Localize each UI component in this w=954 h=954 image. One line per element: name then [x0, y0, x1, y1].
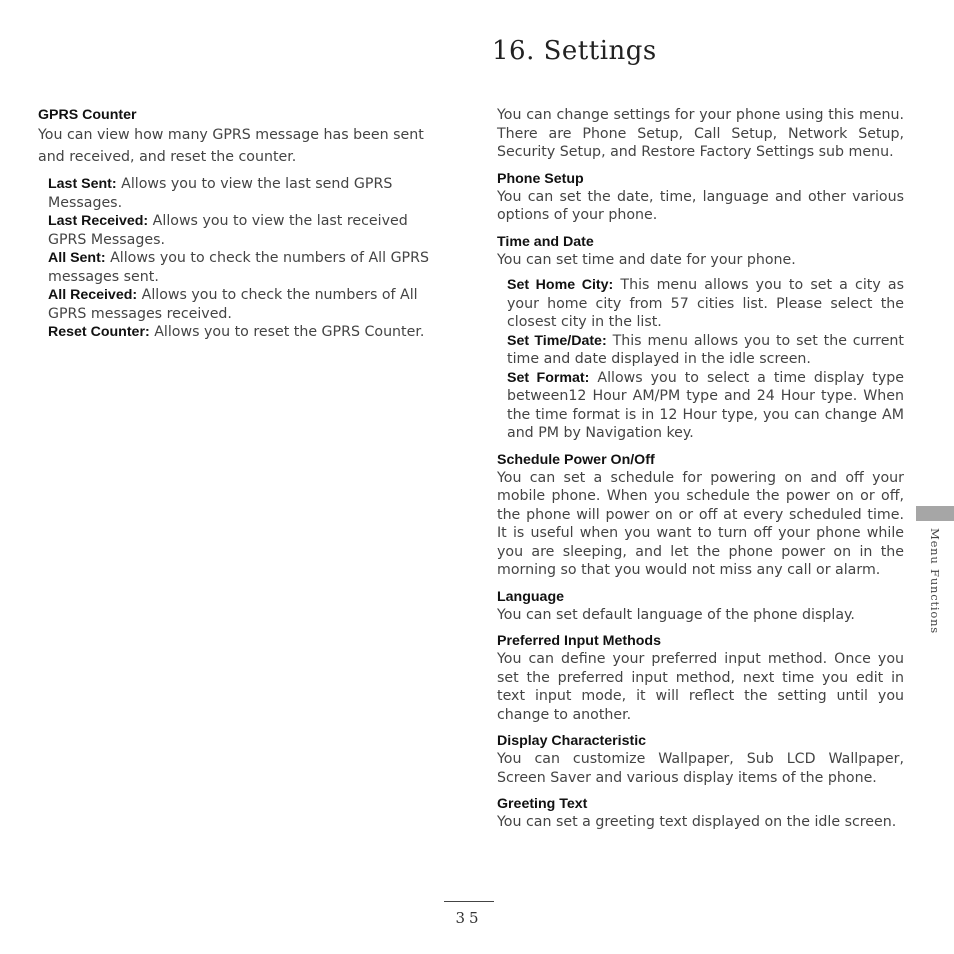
item-term: Set Time/Date: [507, 332, 607, 349]
section-heading: Greeting Text [497, 796, 588, 812]
item-text: Allows you to check the numbers of All GPRS messages received. [48, 287, 418, 322]
item-term: Set Format: [507, 369, 590, 386]
section-text: You can set default language of the phone display. [497, 606, 855, 623]
gprs-item-all-sent [48, 249, 450, 286]
chapter-side-label: Menu Functions [928, 528, 942, 635]
section-phone-setup [497, 170, 904, 225]
gprs-item-reset-counter [48, 323, 450, 342]
item-set-home-city [507, 276, 904, 332]
item-text: Allows you to select a time display type between12 Hour AM/PM type and 24 Hour type. When the time format is in 12 Hour type, you can change AM and PM by Navigation key. [507, 369, 904, 441]
section-display-characteristic [497, 732, 904, 787]
section-text: You can set the date, time, language and other various options of your phone. [497, 188, 904, 223]
section-preferred-input [497, 632, 904, 724]
gprs-item-last-received [48, 212, 450, 249]
item-text: This menu allows you to set the current time and date displayed in the idle screen. [507, 332, 904, 367]
item-text: This menu allows you to set a city as your home city from 57 cities list. Please select the closest city in the list. [507, 277, 904, 330]
section-heading: Language [497, 588, 565, 605]
section-heading: Preferred Input Methods [497, 633, 661, 649]
section-text: You can set time and date for your phone. [497, 251, 796, 268]
time-date-items [497, 276, 904, 443]
section-text: You can define your preferred input method. Once you set the preferred input method, next time you edit in text input mode, it will reflect the setting until you change to another. [497, 651, 904, 723]
gprs-item-last-sent [48, 175, 450, 212]
section-heading: Schedule Power On/Off [497, 451, 655, 468]
item-set-time-date [507, 332, 904, 369]
section-time-and-date [497, 233, 904, 443]
footer-rule [444, 901, 494, 902]
section-heading: Phone Setup [497, 170, 584, 187]
left-column [38, 106, 450, 342]
section-text: You can set a schedule for powering on and off your mobile phone. When you schedule the power on or off, the phone will power on or off at every scheduled time. It is useful when you want to turn off your phone while you are sleeping, and let the phone power on in the morning so that you would not miss any call or alarm. [497, 469, 904, 578]
item-term: Last Sent: [48, 176, 117, 192]
section-heading: Time and Date [497, 233, 594, 250]
section-language [497, 588, 904, 625]
item-term: All Sent: [48, 250, 106, 266]
item-term: All Received: [48, 287, 138, 303]
item-text: Allows you to reset the GPRS Counter. [154, 324, 425, 340]
section-text: You can customize Wallpaper, Sub LCD Wallpaper, Screen Saver and various display items of the phone. [497, 751, 904, 786]
section-text: You can set a greeting text displayed on the idle screen. [497, 814, 897, 830]
item-text: Allows you to view the last send GPRS Messages. [48, 176, 393, 211]
settings-intro: You can change settings for your phone using this menu. There are Phone Setup, Call Setup, Network Setup, Security Setup, and Restore Factory Settings sub menu. [497, 107, 904, 160]
item-term: Set Home City: [507, 277, 614, 293]
section-heading: Display Characteristic [497, 733, 647, 749]
item-text: Allows you to check the numbers of All GPRS messages sent. [48, 250, 429, 285]
item-term: Last Received: [48, 213, 149, 229]
gprs-counter-heading: GPRS Counter [38, 107, 137, 123]
gprs-counter-items [38, 175, 450, 342]
chapter-tab [916, 506, 954, 521]
item-term: Reset Counter: [48, 324, 150, 340]
right-column [497, 106, 904, 840]
item-text: Allows you to view the last received GPRS Messages. [48, 213, 408, 248]
section-greeting-text [497, 795, 904, 832]
page-title: 16. Settings [492, 36, 657, 66]
page-number: 35 [455, 909, 483, 927]
section-schedule-power [497, 451, 904, 580]
gprs-item-all-received [48, 286, 450, 323]
item-set-format [507, 369, 904, 443]
gprs-counter-intro: You can view how many GPRS message has been sent and received, and reset the counter. [38, 127, 424, 165]
